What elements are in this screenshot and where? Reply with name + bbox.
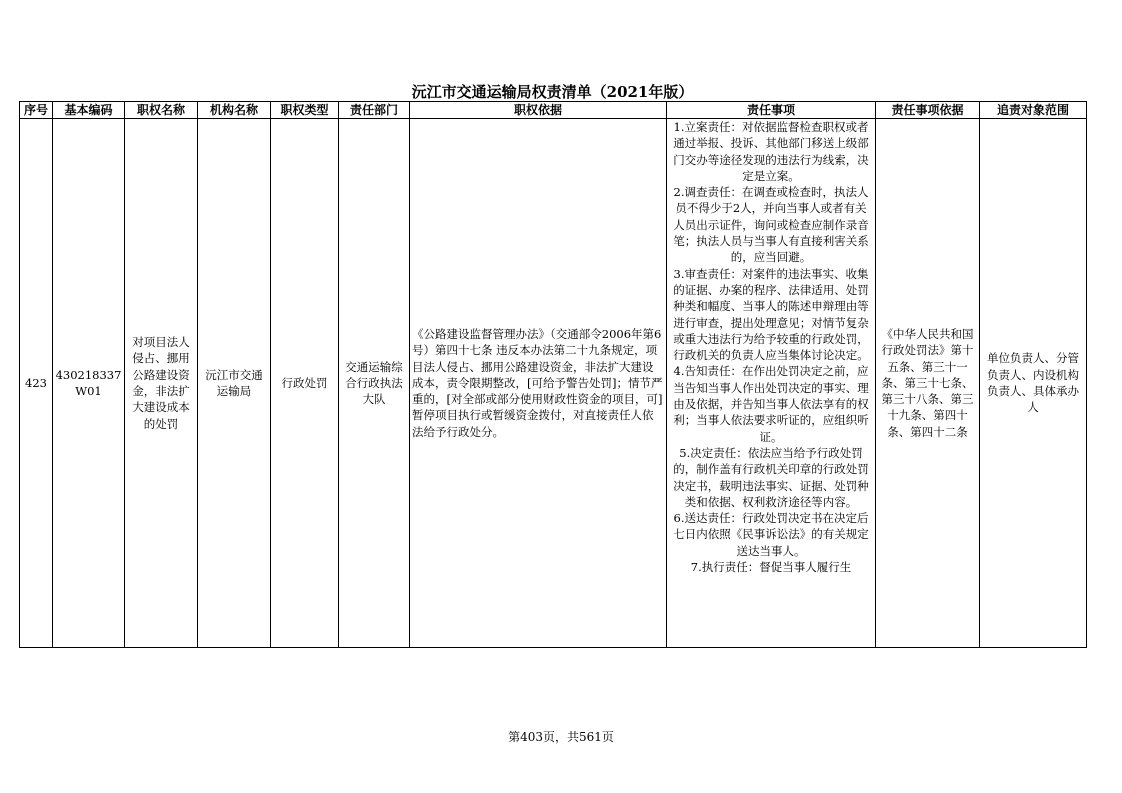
header-duty-basis: 责任事项依据: [876, 102, 980, 119]
cell-org: 沅江市交通运输局: [198, 119, 271, 648]
cell-seq: 423: [20, 119, 53, 648]
cell-dept: 交通运输综合行政执法大队: [339, 119, 410, 648]
duty-item: 3.审查责任：对案件的违法事实、收集的证据、办案的程序、法律适用、处罚种类和幅度、当事人的陈述申辩理由等进行审查，提出处理意见；对情节复杂或重大违法行为给予较重的行政处罚，行政机关的负责人应当集体讨论决定。: [673, 266, 869, 363]
header-org: 机构名称: [198, 102, 271, 119]
duty-item: 7.执行责任：督促当事人履行生: [690, 560, 852, 575]
header-type: 职权类型: [271, 102, 339, 119]
header-dept: 责任部门: [339, 102, 410, 119]
page-number: 第403页，共561页: [508, 730, 614, 744]
cell-duty-basis: 《中华人民共和国行政处罚法》第十五条、第三十一条、第三十七条、第三十八条、第三十九条、第四十条、第四十二条: [876, 119, 980, 648]
header-seq: 序号: [20, 102, 53, 119]
header-name: 职权名称: [125, 102, 198, 119]
page-title: 沅江市交通运输局权责清单（2021年版）: [411, 83, 694, 101]
header-row: [20, 102, 1087, 119]
header-code: 基本编码: [53, 102, 125, 119]
duty-item: 2.调查责任：在调查或检查时，执法人员不得少于2人，并向当事人或者有关人员出示证件，询问或检查应制作录音笔；执法人员与当事人有直接利害关系的，应当回避。: [673, 185, 869, 265]
cell-scope: 单位负责人、分管负责人、内设机构负责人、具体承办人: [980, 119, 1087, 648]
duty-item: 1.立案责任：对依据监督检查职权或者通过举报、投诉、其他部门移送上级部门交办等途径发现的违法行为线索，决定是立案。: [673, 120, 869, 183]
duty-list: [670, 119, 872, 646]
header-scope: 追责对象范围: [980, 102, 1087, 119]
duty-item: 6.送达责任：行政处罚决定书在决定后七日内依照《民事诉讼法》的有关规定送达当事人。: [673, 511, 869, 558]
header-duties: 责任事项: [667, 102, 876, 119]
duty-item: 5.决定责任：依法应当给予行政处罚的，制作盖有行政机关印章的行政处罚决定书，载明违法事实、证据、处罚种类和依据、权利救济途径等内容。: [673, 445, 869, 509]
duty-item: 4.告知责任：在作出处罚决定之前，应当告知当事人作出处罚决定的事实、理由及依据，并告知当事人依法享有的权利；当事人依法要求听证的，应组织听证。: [673, 364, 869, 444]
responsibility-table: [19, 101, 1087, 648]
cell-type: 行政处罚: [271, 119, 339, 648]
header-basis: 职权依据: [410, 102, 667, 119]
cell-basis: 《公路建设监督管理办法》（交通部令2006年第6号）第四十七条 违反本办法第二十九条规定，项目法人侵占、挪用公路建设资金，非法扩大建设成本，责令限期整改，[可给予警告处罚]；情节严重的，[对全部或部分使用财政性资金的项目，可]暂停项目执行或暂缓资金拨付，对直接责任人依法给予行政处分。: [410, 119, 667, 648]
cell-code: 430218337W01: [53, 119, 125, 648]
cell-duties: [667, 119, 876, 648]
cell-name: 对项目法人侵占、挪用公路建设资金，非法扩大建设成本的处罚: [125, 119, 198, 648]
table-row: [20, 119, 1087, 648]
